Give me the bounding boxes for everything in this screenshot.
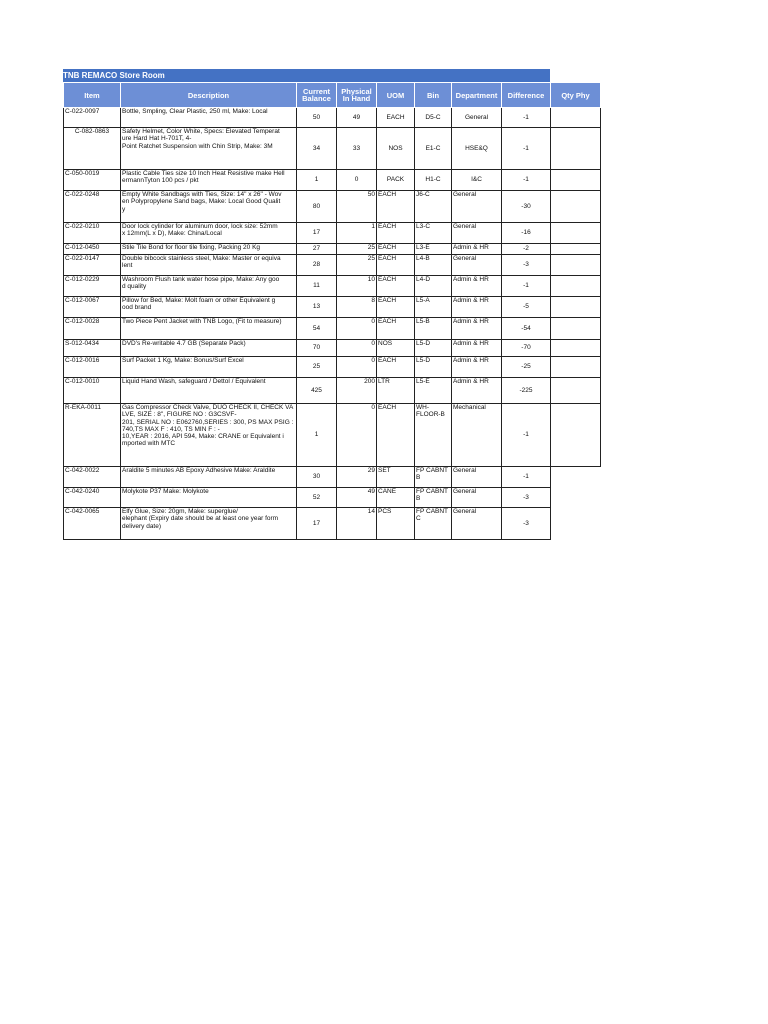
cell-item: C-012-0067 <box>64 297 121 318</box>
cell-current-balance: 425 <box>297 378 337 404</box>
header-department: Department <box>452 83 502 108</box>
cell-qty-phy <box>551 223 601 244</box>
cell-uom: EACH <box>377 297 415 318</box>
cell-current-balance: 50 <box>297 108 337 128</box>
cell-difference: -3 <box>502 255 551 276</box>
header-qty-phy: Qty Phy <box>551 83 601 108</box>
cell-difference: -225 <box>502 378 551 404</box>
cell-qty-phy <box>551 467 601 488</box>
cell-current-balance: 70 <box>297 340 337 357</box>
cell-uom: EACH <box>377 244 415 255</box>
cell-description: Araldite 5 minutes AB Epoxy Adhesive Make: Araldite <box>121 467 297 488</box>
cell-physical-in-hand: 0 <box>337 404 377 467</box>
table-row <box>64 508 601 540</box>
table-row <box>64 488 601 508</box>
cell-difference: -16 <box>502 223 551 244</box>
cell-bin: L4-B <box>415 255 452 276</box>
cell-department: Mechanical <box>452 404 502 467</box>
cell-difference: -1 <box>502 128 551 170</box>
cell-item: C-022-0147 <box>64 255 121 276</box>
cell-difference: -25 <box>502 357 551 378</box>
cell-uom: PACK <box>377 170 415 191</box>
cell-bin: L5-D <box>415 357 452 378</box>
cell-department: Admin & HR <box>452 340 502 357</box>
cell-department: General <box>452 255 502 276</box>
inventory-table <box>63 82 601 540</box>
spreadsheet <box>63 69 600 540</box>
cell-item: C-042-0022 <box>64 467 121 488</box>
cell-department: Admin & HR <box>452 378 502 404</box>
header-row <box>64 83 601 108</box>
cell-bin: WH- FLOOR-B <box>415 404 452 467</box>
cell-physical-in-hand: 49 <box>337 108 377 128</box>
cell-bin: L5-B <box>415 318 452 340</box>
cell-difference: -1 <box>502 404 551 467</box>
cell-bin: FP CABNT C <box>415 508 452 540</box>
cell-bin: D5-C <box>415 108 452 128</box>
cell-difference: -70 <box>502 340 551 357</box>
cell-qty-phy <box>551 255 601 276</box>
cell-physical-in-hand: 14 <box>337 508 377 540</box>
cell-uom: PCS <box>377 508 415 540</box>
cell-uom: CANE <box>377 488 415 508</box>
cell-uom: EACH <box>377 255 415 276</box>
table-row <box>64 108 601 128</box>
cell-physical-in-hand: 49 <box>337 488 377 508</box>
table-row <box>64 191 601 223</box>
cell-bin: J6-C <box>415 191 452 223</box>
cell-description: Plastic Cable Ties size 10 Inch Heat Resistive make Hell ermannTyton 100 pcs / pkt <box>121 170 297 191</box>
cell-department: General <box>452 191 502 223</box>
table-row <box>64 318 601 340</box>
cell-description: DVD's Re-writable 4.7 GB (Separate Pack) <box>121 340 297 357</box>
cell-description: Elfy Glue, Size: 20gm, Make: superglue/ elephant (Expiry date should be at least one year form delivery date) <box>121 508 297 540</box>
cell-difference: -5 <box>502 297 551 318</box>
cell-qty-phy <box>551 108 601 128</box>
table-row <box>64 128 601 170</box>
cell-item: C-012-0016 <box>64 357 121 378</box>
cell-physical-in-hand: 8 <box>337 297 377 318</box>
cell-current-balance: 52 <box>297 488 337 508</box>
cell-uom: LTR <box>377 378 415 404</box>
cell-item: C-022-0097 <box>64 108 121 128</box>
cell-bin: L4-D <box>415 276 452 297</box>
cell-physical-in-hand: 0 <box>337 340 377 357</box>
cell-bin: E1-C <box>415 128 452 170</box>
cell-qty-phy <box>551 297 601 318</box>
cell-item: C-042-0065 <box>64 508 121 540</box>
cell-current-balance: 27 <box>297 244 337 255</box>
cell-description: Empty White Sandbags with Ties, Size: 14" x 26" - Wov en Polypropylene Sand bags, Make: Local Good Qualit y <box>121 191 297 223</box>
cell-current-balance: 11 <box>297 276 337 297</box>
cell-uom: EACH <box>377 404 415 467</box>
cell-description: Molykote P37 Make: Molykote <box>121 488 297 508</box>
cell-bin: L3-E <box>415 244 452 255</box>
sheet-title: TNB REMACO Store Room <box>63 69 550 82</box>
cell-description: Safety Helmet, Color White, Specs: Elevated Temperat ure Hard Hat H-701T, 4- Point Ratchet Suspension with Chin Strip, Make: 3M <box>121 128 297 170</box>
cell-department: General <box>452 108 502 128</box>
cell-current-balance: 13 <box>297 297 337 318</box>
table-row <box>64 404 601 467</box>
cell-department: General <box>452 223 502 244</box>
cell-department: General <box>452 488 502 508</box>
table-row <box>64 467 601 488</box>
cell-qty-phy <box>551 340 601 357</box>
cell-item: C-012-0010 <box>64 378 121 404</box>
cell-current-balance: 17 <box>297 223 337 244</box>
cell-uom: EACH <box>377 276 415 297</box>
cell-department: Admin & HR <box>452 297 502 318</box>
cell-item: C-012-0028 <box>64 318 121 340</box>
cell-department: General <box>452 508 502 540</box>
table-row <box>64 378 601 404</box>
cell-bin: H1-C <box>415 170 452 191</box>
cell-difference: -30 <box>502 191 551 223</box>
cell-physical-in-hand: 33 <box>337 128 377 170</box>
cell-uom: NOS <box>377 128 415 170</box>
cell-bin: FP CABNT B <box>415 488 452 508</box>
table-row <box>64 297 601 318</box>
cell-qty-phy <box>551 378 601 404</box>
cell-difference: -1 <box>502 108 551 128</box>
cell-current-balance: 80 <box>297 191 337 223</box>
cell-physical-in-hand: 29 <box>337 467 377 488</box>
cell-description: Stile Tile Bond for floor tile fixing, Packing 20 Kg <box>121 244 297 255</box>
cell-bin: L3-C <box>415 223 452 244</box>
cell-bin: L5-E <box>415 378 452 404</box>
cell-physical-in-hand: 1 <box>337 223 377 244</box>
table-row <box>64 244 601 255</box>
cell-difference: -3 <box>502 488 551 508</box>
cell-physical-in-hand: 0 <box>337 357 377 378</box>
cell-physical-in-hand: 25 <box>337 244 377 255</box>
cell-department: I&C <box>452 170 502 191</box>
cell-item: C-022-0210 <box>64 223 121 244</box>
cell-description: Double bibcock stainless steel, Make: Master or equiva lent <box>121 255 297 276</box>
cell-current-balance: 17 <box>297 508 337 540</box>
cell-difference: -1 <box>502 467 551 488</box>
cell-item: C-012-0229 <box>64 276 121 297</box>
cell-qty-phy <box>551 128 601 170</box>
cell-item: C-012-0450 <box>64 244 121 255</box>
header-physical-in-hand: Physical In Hand <box>337 83 377 108</box>
cell-item: S-012-0434 <box>64 340 121 357</box>
cell-department: General <box>452 467 502 488</box>
cell-uom: EACH <box>377 223 415 244</box>
cell-bin: L5-D <box>415 340 452 357</box>
cell-physical-in-hand: 0 <box>337 318 377 340</box>
cell-qty-phy <box>551 404 601 467</box>
cell-uom: EACH <box>377 318 415 340</box>
cell-physical-in-hand: 200 <box>337 378 377 404</box>
cell-description: Bottle, Smpling, Clear Plastic, 250 ml, Make: Local <box>121 108 297 128</box>
cell-qty-phy <box>551 170 601 191</box>
cell-item: C-050-0019 <box>64 170 121 191</box>
cell-qty-phy <box>551 508 601 540</box>
cell-qty-phy <box>551 244 601 255</box>
cell-difference: -54 <box>502 318 551 340</box>
header-uom: UOM <box>377 83 415 108</box>
cell-difference: -3 <box>502 508 551 540</box>
header-difference: Difference <box>502 83 551 108</box>
cell-physical-in-hand: 25 <box>337 255 377 276</box>
cell-physical-in-hand: 0 <box>337 170 377 191</box>
cell-bin: FP CABNT B <box>415 467 452 488</box>
cell-description: Liquid Hand Wash, safeguard / Dettol / Equivalent <box>121 378 297 404</box>
cell-uom: EACH <box>377 108 415 128</box>
cell-uom: SET <box>377 467 415 488</box>
cell-current-balance: 25 <box>297 357 337 378</box>
cell-current-balance: 28 <box>297 255 337 276</box>
cell-current-balance: 1 <box>297 170 337 191</box>
header-item: Item <box>64 83 121 108</box>
table-row <box>64 357 601 378</box>
header-current-balance: Current Balance <box>297 83 337 108</box>
cell-department: Admin & HR <box>452 318 502 340</box>
table-row <box>64 170 601 191</box>
cell-item: C-042-0240 <box>64 488 121 508</box>
cell-department: Admin & HR <box>452 244 502 255</box>
header-bin: Bin <box>415 83 452 108</box>
cell-current-balance: 1 <box>297 404 337 467</box>
cell-description: Washroom Flush tank water hose pipe, Make: Any goo d quality <box>121 276 297 297</box>
cell-department: Admin & HR <box>452 276 502 297</box>
cell-item: R-EKA-0011 <box>64 404 121 467</box>
cell-difference: -1 <box>502 276 551 297</box>
cell-description: Two Piece Pent Jacket with TNB Logo, (Fit to measure) <box>121 318 297 340</box>
cell-current-balance: 34 <box>297 128 337 170</box>
cell-uom: NOS <box>377 340 415 357</box>
cell-department: Admin & HR <box>452 357 502 378</box>
cell-qty-phy <box>551 488 601 508</box>
cell-uom: EACH <box>377 357 415 378</box>
cell-bin: L5-A <box>415 297 452 318</box>
cell-physical-in-hand: 50 <box>337 191 377 223</box>
cell-description: Pillow for Bed, Make: Molt foam or other Equivalent g ood brand <box>121 297 297 318</box>
cell-department: HSE&Q <box>452 128 502 170</box>
header-description: Description <box>121 83 297 108</box>
cell-current-balance: 30 <box>297 467 337 488</box>
cell-qty-phy <box>551 318 601 340</box>
table-row <box>64 223 601 244</box>
table-row <box>64 255 601 276</box>
cell-item: C-022-0248 <box>64 191 121 223</box>
cell-qty-phy <box>551 276 601 297</box>
table-row <box>64 340 601 357</box>
table-row <box>64 276 601 297</box>
cell-qty-phy <box>551 191 601 223</box>
cell-difference: -1 <box>502 170 551 191</box>
cell-description: Gas Compressor Check Valve, DUO CHECK II, CHECK VA LVE, SIZE : 8", FIGURE NO : G3CSVF- 201, SERIAL NO : E062760,SERIES : 300, PS MAX PSIG : 740,TS MAX F : 410, TS MIN F : - 10,YEAR : 2016, API 594, Make: CRANE or Equivalent i mported with MTC <box>121 404 297 467</box>
cell-description: Surf Packet 1 Kg, Make: Bonus/Surf Excel <box>121 357 297 378</box>
cell-item: C-082-0863 <box>64 128 121 170</box>
cell-physical-in-hand: 10 <box>337 276 377 297</box>
cell-uom: EACH <box>377 191 415 223</box>
cell-qty-phy <box>551 357 601 378</box>
cell-difference: -2 <box>502 244 551 255</box>
cell-description: Door lock cylinder for aluminum door, lock size: 52mm x 12mm(L x D), Make: China/Local <box>121 223 297 244</box>
cell-current-balance: 54 <box>297 318 337 340</box>
